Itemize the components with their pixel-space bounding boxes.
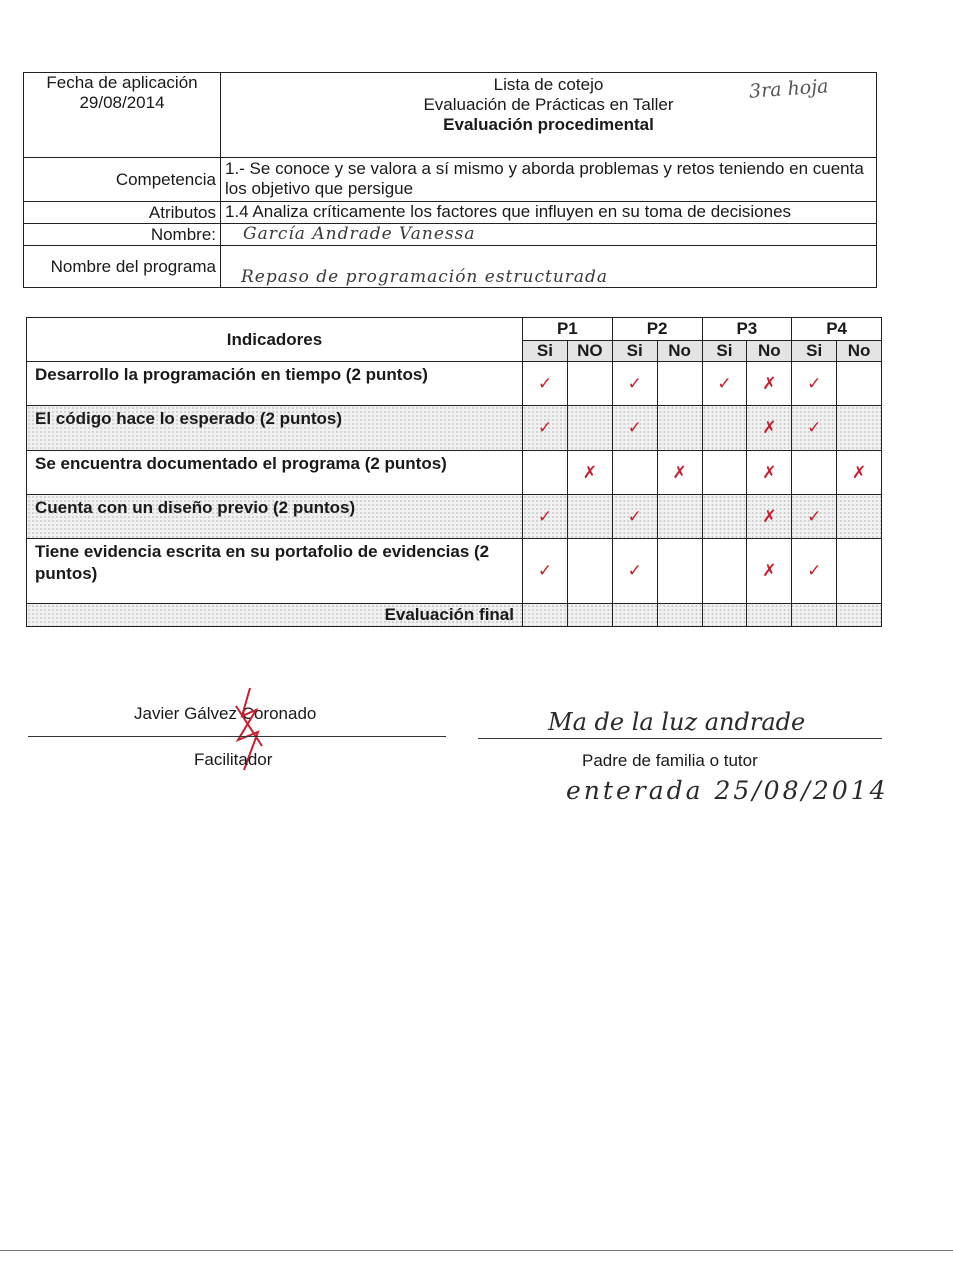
mark-cell	[657, 495, 702, 539]
practice-header: P2	[612, 318, 702, 341]
mark-cell	[792, 451, 837, 495]
mark-cell	[837, 362, 882, 406]
sub-header: Si	[612, 341, 657, 362]
final-row	[27, 604, 882, 627]
indicators-table	[26, 317, 882, 627]
handwritten-page-note: 3ra hoja	[747, 75, 829, 103]
final-evaluation-label: Evaluación final	[27, 604, 523, 627]
practice-header: P4	[792, 318, 882, 341]
title-cell	[221, 73, 877, 158]
mark-cell: ✓	[523, 495, 568, 539]
mark-cell	[702, 539, 747, 604]
sub-header: NO	[567, 341, 612, 362]
mark-cell	[837, 539, 882, 604]
sub-header: No	[747, 341, 792, 362]
mark-cell: ✗	[657, 451, 702, 495]
mark-cell: ✓	[702, 362, 747, 406]
competencia-label: Competencia	[24, 158, 221, 202]
mark-cell	[523, 451, 568, 495]
atributos-label: Atributos	[24, 202, 221, 224]
mark-cell	[567, 495, 612, 539]
title-line1: Lista de cotejo	[493, 75, 604, 94]
practice-header: P3	[702, 318, 792, 341]
mark-cell: ✓	[792, 362, 837, 406]
mark-cell: ✓	[523, 406, 568, 451]
programa-value: Repaso de programación estructurada	[221, 246, 877, 288]
indicator-label: El código hace lo esperado (2 puntos)	[27, 406, 523, 451]
mark-cell: ✓	[612, 539, 657, 604]
mark-cell: ✗	[567, 451, 612, 495]
mark-cell: ✗	[747, 495, 792, 539]
date-cell	[24, 73, 221, 158]
mark-cell: ✗	[747, 406, 792, 451]
indicators-header: Indicadores	[27, 318, 523, 362]
mark-cell	[702, 495, 747, 539]
parent-role: Padre de familia o tutor	[582, 751, 758, 770]
title-line3: Evaluación procedimental	[443, 115, 654, 134]
indicator-row	[27, 362, 882, 406]
mark-cell: ✓	[612, 495, 657, 539]
title-line2: Evaluación de Prácticas en Taller	[423, 95, 674, 114]
mark-cell: ✓	[612, 406, 657, 451]
indicator-label: Tiene evidencia escrita en su portafolio de evidencias (2 puntos)	[27, 539, 523, 604]
mark-cell	[567, 362, 612, 406]
indicator-label: Se encuentra documentado el programa (2 puntos)	[27, 451, 523, 495]
competencia-value: 1.- Se conoce y se valora a sí mismo y aborda problemas y retos teniendo en cuenta los objetivo que persigue	[221, 158, 877, 202]
mark-cell	[567, 539, 612, 604]
date-value: 29/08/2014	[79, 93, 165, 112]
facilitator-signature-line	[28, 736, 446, 737]
mark-cell: ✓	[792, 539, 837, 604]
sub-header: Si	[792, 341, 837, 362]
programa-label: Nombre del programa	[24, 246, 221, 288]
mark-cell: ✓	[792, 495, 837, 539]
sub-header: Si	[523, 341, 568, 362]
sub-header: No	[837, 341, 882, 362]
mark-cell: ✗	[747, 539, 792, 604]
mark-cell: ✗	[747, 362, 792, 406]
indicator-row	[27, 539, 882, 604]
atributos-value: 1.4 Analiza críticamente los factores que influyen en su toma de decisiones	[221, 202, 877, 224]
header-table	[23, 72, 877, 288]
practice-header: P1	[523, 318, 613, 341]
parent-acknowledged-note: enterada 25/08/2014	[566, 776, 889, 805]
indicator-label: Cuenta con un diseño previo (2 puntos)	[27, 495, 523, 539]
mark-cell: ✗	[747, 451, 792, 495]
sub-header: Si	[702, 341, 747, 362]
facilitator-role: Facilitador	[194, 750, 273, 769]
mark-cell: ✓	[612, 362, 657, 406]
parent-signature-line	[478, 738, 882, 739]
date-label: Fecha de aplicación	[46, 73, 198, 92]
mark-cell	[567, 406, 612, 451]
mark-cell	[837, 495, 882, 539]
nombre-label: Nombre:	[24, 224, 221, 246]
mark-cell	[702, 406, 747, 451]
mark-cell	[702, 451, 747, 495]
mark-cell: ✗	[837, 451, 882, 495]
indicator-label: Desarrollo la programación en tiempo (2 puntos)	[27, 362, 523, 406]
page-edge-line	[0, 1250, 953, 1251]
mark-cell	[612, 451, 657, 495]
indicator-row	[27, 406, 882, 451]
mark-cell: ✓	[523, 539, 568, 604]
indicator-row	[27, 451, 882, 495]
parent-signature: Ma de la luz andrade	[548, 708, 806, 736]
mark-cell	[657, 362, 702, 406]
nombre-value: García Andrade Vanessa	[221, 224, 877, 246]
indicator-row	[27, 495, 882, 539]
facilitator-name: Javier Gálvez Coronado	[134, 704, 317, 723]
mark-cell	[657, 539, 702, 604]
sub-header: No	[657, 341, 702, 362]
mark-cell	[657, 406, 702, 451]
mark-cell	[837, 406, 882, 451]
mark-cell: ✓	[792, 406, 837, 451]
mark-cell: ✓	[523, 362, 568, 406]
